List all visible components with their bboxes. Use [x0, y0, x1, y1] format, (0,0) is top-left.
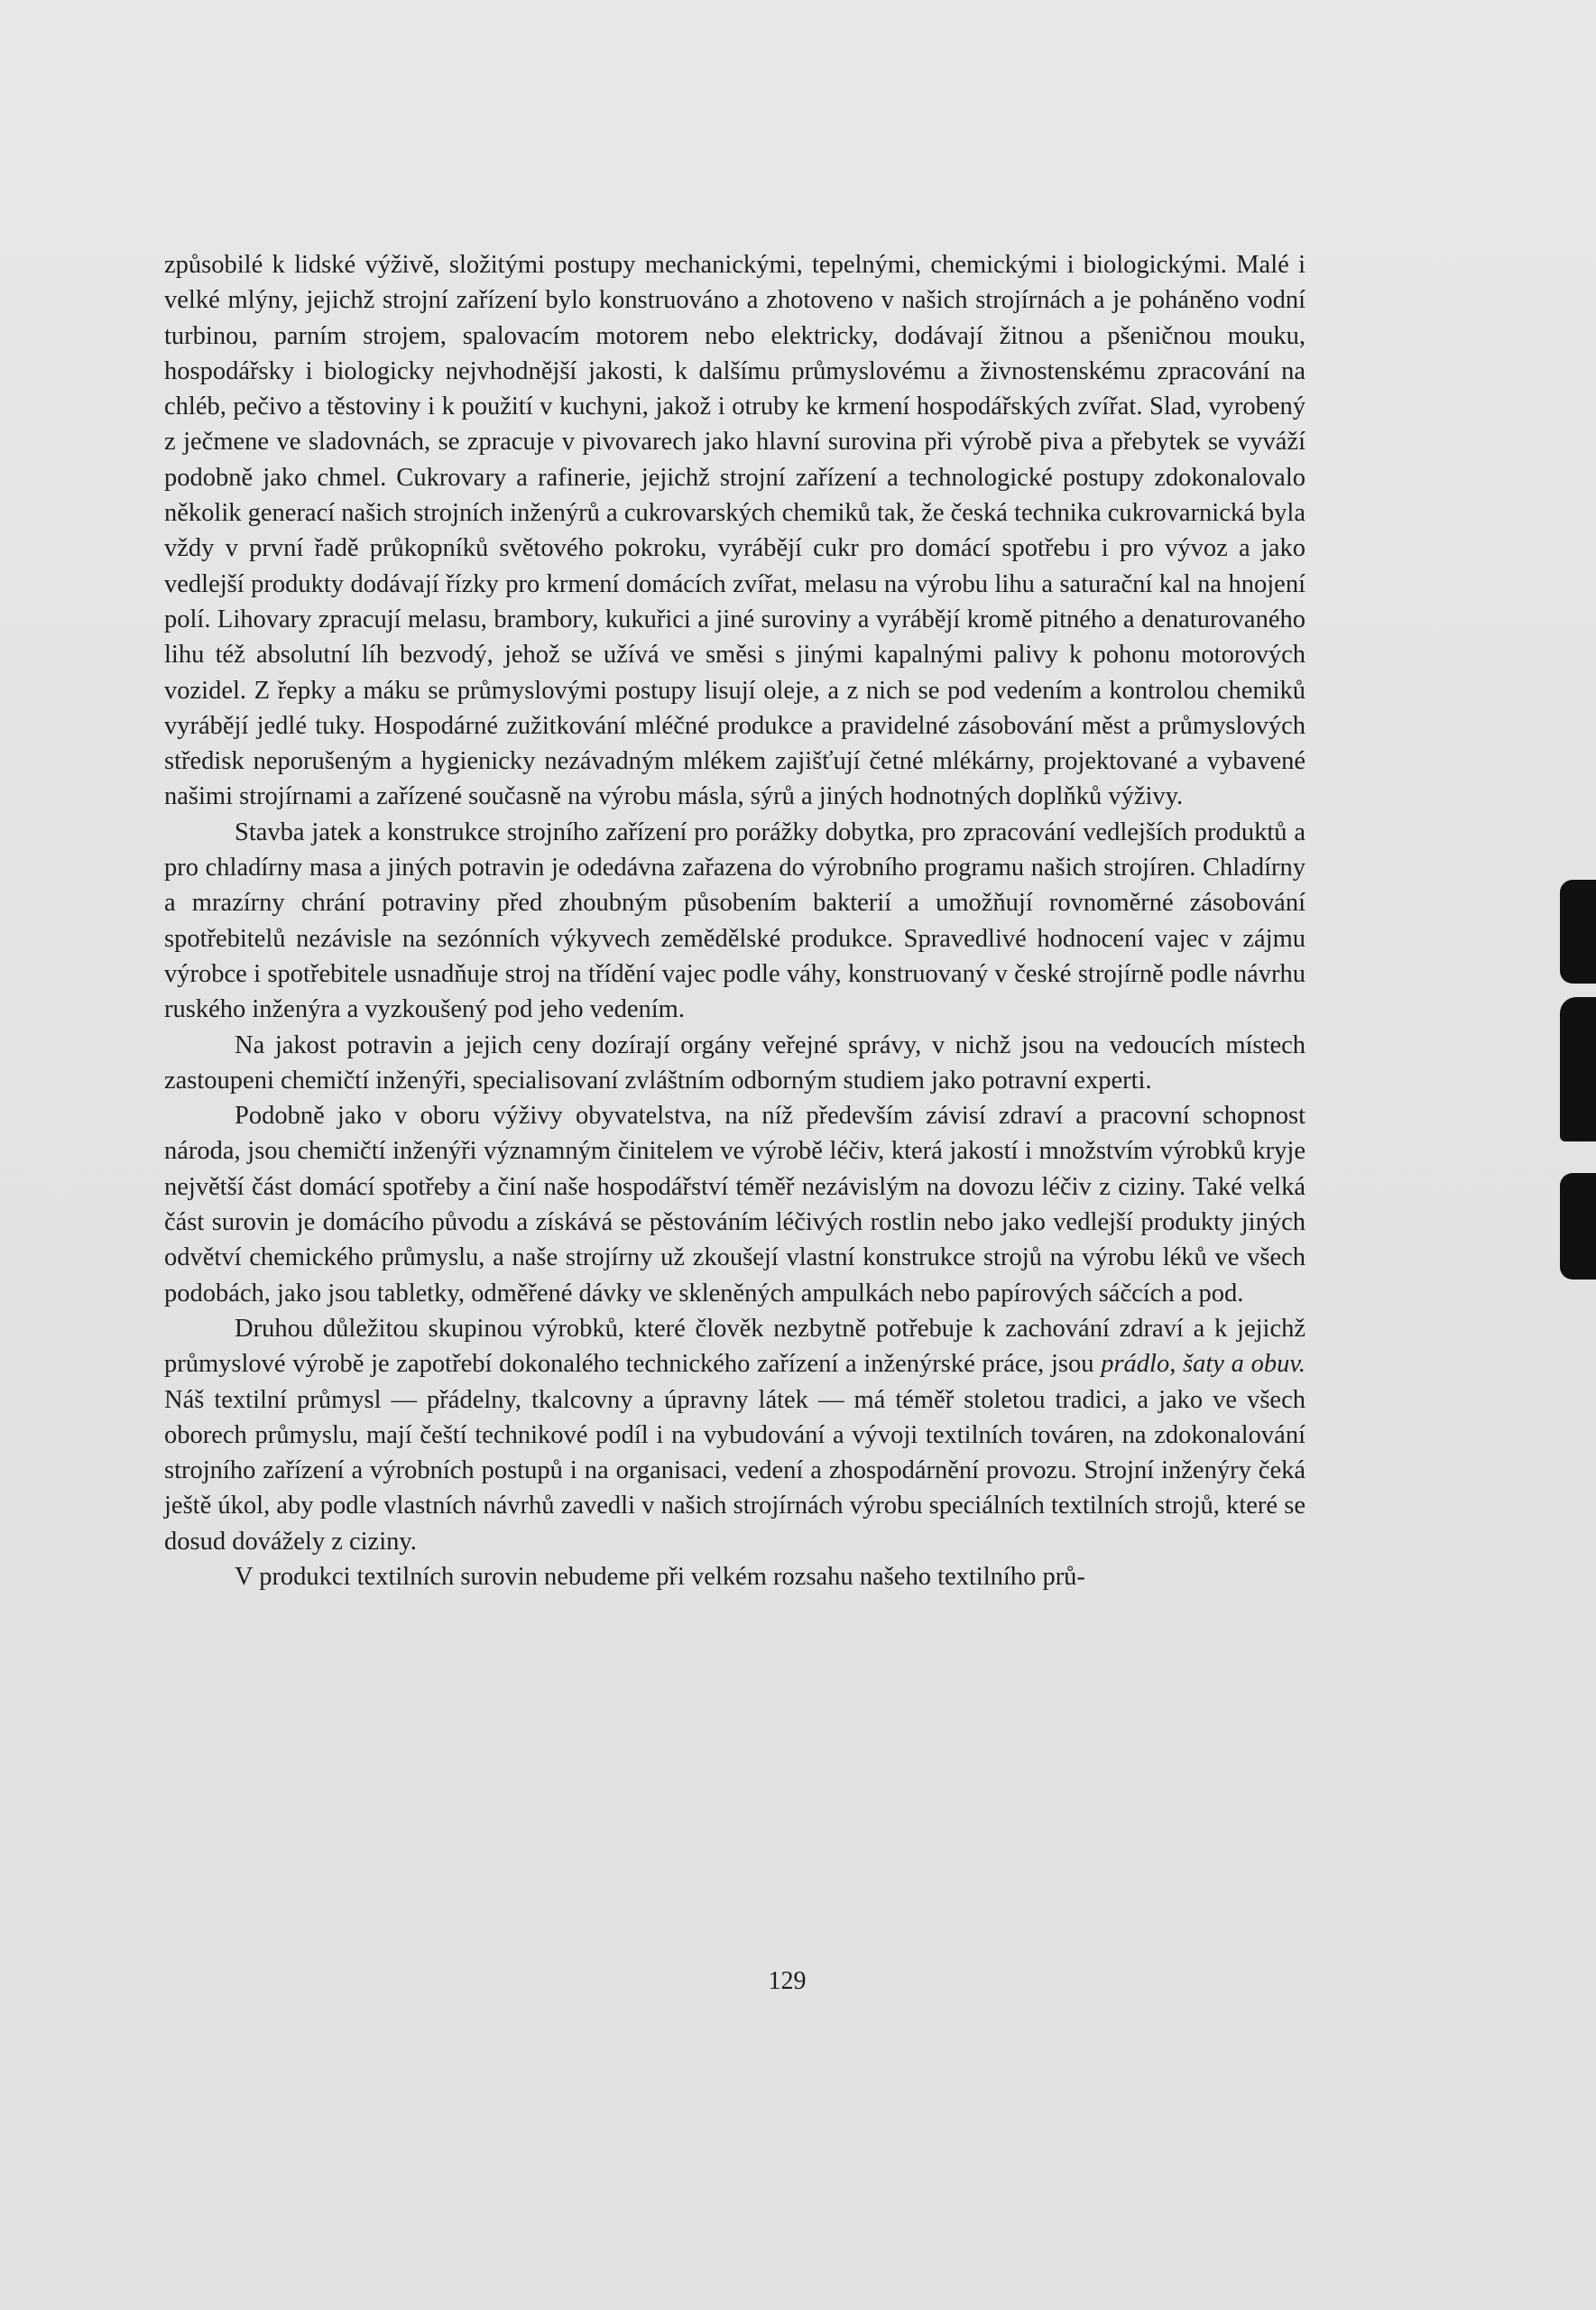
paragraph-food-industry: způsobilé k lidské výživě, složitými postupy mechanickými, tepelnými, chemickými i biologickými. Malé i velké mlýny, jejichž strojní zařízení bylo konstruováno a zhotoveno v našich strojírnách a je poháněno vodní turbinou, parním strojem, spalovacím motorem nebo elektricky, dodávají žitnou a pšeničnou mouku, hospodářsky i biologicky nejvhodnější jakosti, k dalšímu průmyslovému a živnostenskému zpracování na chléb, pečivo a těstoviny i k použití v kuchyni, jakož i otruby ke krmení hospodářských zvířat. Slad, vyrobený z ječmene ve sladovnách, se zpracuje v pivovarech jako hlavní surovina při výrobě piva a přebytek se vyváží podobně jako chmel. Cukrovary a rafinerie, jejichž strojní zařízení a technologické postupy zdokonalovalo několik generací našich strojních inženýrů a cukrovarských chemiků tak, že česká technika cukrovarnická byla vždy v první řadě průkopníků světového pokroku, vyrábějí cukr pro domácí spotřebu i pro vývoz a jako vedlejší produkty dodávají řízky pro krmení domácích zvířat, melasu na výrobu lihu a saturační kal na hnojení polí. Lihovary zpracují melasu, brambory, kukuřici a jiné suroviny a vyrábějí kromě pitného a denaturovaného lihu též absolutní líh bezvodý, jehož se užívá ve směsi s jinými kapalnými palivy k pohonu motorových vozidel. Z řepky a máku se průmyslovými postupy lisují oleje, a z nich se pod vedením a kontrolou chemiků vyrábějí jedlé tuky. Hospodárné zužitkování mléčné produkce a pravidelné zásobování měst a průmyslových středisk neporušeným a hygienicky nezávadným mlékem zajišťují četné mlékárny, projektované a vybavené našimi strojírnami a zařízené současně na výrobu másla, sýrů a jiných hodnotných doplňků výživy. [164, 251, 1305, 811]
textiles-text-after: Náš textilní průmysl — přádelny, tkalcovny a úpravny látek — má téměř stoletou tradici, a jako ve všech oborech průmyslu, mají čeští technikové podíl i na vybudování a vývoji textilních továren, na zdokonalování strojního zařízení a výrobních postupů i na organisaci, vedení a zhospodárnění provozu. Strojní inženýry čeká ještě úkol, aby podle vlastních návrhů zavedli v našich strojírnách výrobu speciálních textilních strojů, které se dosud dovážely z ciziny. [164, 1385, 1305, 1556]
paragraph-pharmaceuticals: Podobně jako v oboru výživy obyvatelstva, na níž především závisí zdraví a pracovní schopnost národa, jsou chemičtí inženýři významným činitelem ve výrobě léčiv, která jakostí i množstvím výrobků kryje největší část domácí spotřeby a činí naše hospodářství téměř nezávislým na dovozu léčiv z ciziny. Také velká část surovin je domácího původu a získává se pěstováním léčivých rostlin nebo jako vedlejší produkty jiných odvětví chemického průmyslu, a naše strojírny už zkoušejí vlastní konstrukce strojů na výrobu léků ve všech podobách, jako jsou tabletky, odměřené dávky ve skleněných ampulkách nebo papírových sáčcích a pod. [164, 1102, 1305, 1307]
paragraph-textile-raw-materials: V produkci textilních surovin nebudeme při velkém rozsahu našeho textilního prů- [235, 1562, 1085, 1591]
textiles-italic-phrase: prádlo, šaty a obuv. [1101, 1350, 1305, 1379]
binder-clip-bottom [1560, 1173, 1596, 1280]
binder-clip-top [1560, 880, 1596, 984]
binder-clip-middle [1560, 997, 1596, 1141]
textiles-text-before: Druhou důležitou skupinou výrobků, které člověk nezbytně potřebuje k zachování zdraví a k jejichž průmyslové výrobě je zapotřebí dokonalého technického zařízení a inženýrské práce, jsou [164, 1314, 1305, 1379]
body-text [164, 247, 1305, 1594]
paragraph-food-quality: Na jakost potravin a jejich ceny dozírají orgány veřejné správy, v nichž jsou na vedoucích místech zastoupeni chemičtí inženýři, specialisovaní zvláštním odborným studiem jako potravní experti. [164, 1030, 1305, 1095]
paragraph-slaughterhouses: Stavba jatek a konstrukce strojního zařízení pro porážky dobytka, pro zpracování vedlejších produktů a pro chladírny masa a jiných potravin je odedávna zařazena do výrobního programu našich strojíren. Chladírny a mrazírny chrání potraviny před zhoubným působením bakterií a umožňují rovnoměrné zásobování spotřebitelů nezávisle na sezónních výkyvech zemědělské produkce. Spravedlivé hodnocení vajec v zájmu výrobce i spotřebitele usnadňuje stroj na třídění vajec podle váhy, konstruovaný v české strojírně podle návrhu ruského inženýra a vyzkoušený pod jeho vedením. [164, 818, 1305, 1024]
binder-clip-gap [1576, 1144, 1596, 1169]
page-number: 129 [768, 1967, 807, 1995]
paragraph-textiles [164, 1311, 1305, 1559]
